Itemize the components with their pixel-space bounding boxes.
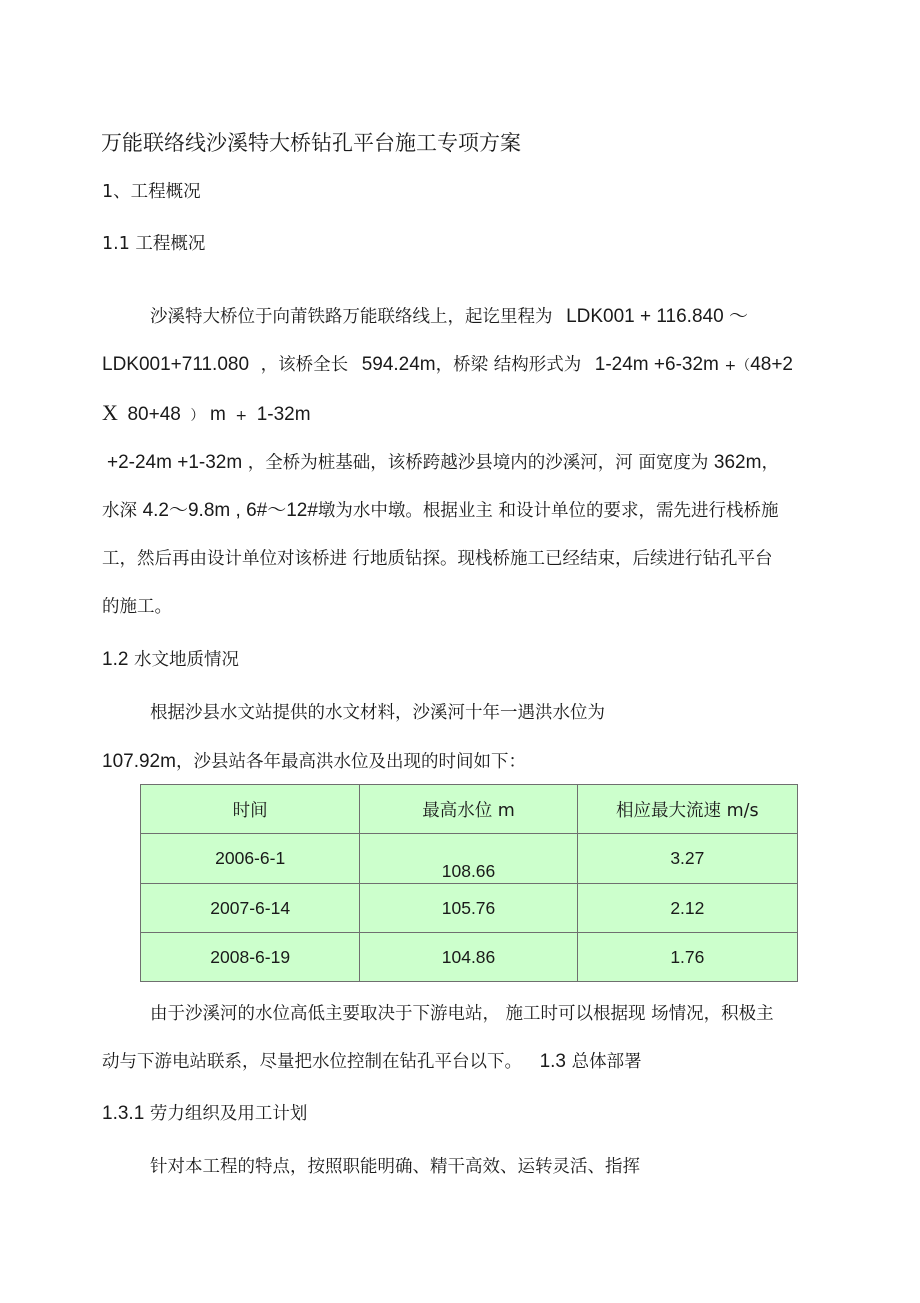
paragraph-text: ，全桥为桩基础，该桥跨越沙县境内的沙溪河，河 面宽度为 (247, 453, 709, 473)
paragraph-text: ） (190, 408, 205, 424)
section-heading-1-3-1 (102, 1102, 307, 1126)
paragraph-line: 的施工。 (102, 597, 172, 617)
table-row (141, 933, 798, 982)
paragraph-line (102, 750, 526, 774)
paragraph-line (102, 353, 793, 378)
mileage-value: LDK001+711.080 (102, 354, 250, 375)
paragraph-text: 墩为水中墩。根据业主 和设计单位的要求，需先进行栈桥施 (317, 501, 779, 521)
table-cell-velocity: 3.27 (577, 834, 797, 884)
paragraph-text: 动与下游电站联系，尽量把水位控制在钻孔平台以下。 (102, 1052, 522, 1072)
span-value: m (210, 404, 226, 425)
mileage-value: LDK001 + 116.840 ～ (566, 306, 748, 327)
table-cell-velocity: 2.12 (577, 884, 797, 933)
section-heading-1-1: 1.1 工程概况 (102, 234, 206, 254)
paragraph-text: ， (761, 453, 779, 473)
paragraph-line (150, 305, 748, 329)
depth-value: 4.2～9.8m , 6#～12# (142, 500, 318, 521)
water-level-table (140, 784, 798, 982)
paragraph-text: 水深 (102, 501, 137, 521)
section-heading-1: 1、工程概况 (102, 182, 201, 202)
section-number: 1.3.1 (102, 1103, 145, 1124)
paragraph-line (107, 451, 779, 475)
paragraph-text: 沙溪特大桥位于向莆铁路万能联络线上，起讫里程为 (150, 307, 553, 327)
table-cell-level: 104.86 (360, 933, 577, 982)
paragraph-text: ，沙县站各年最高洪水位及出现的时间如下： (175, 752, 526, 772)
section-title: 水文地质情况 (134, 650, 239, 670)
paragraph-text: ，桥梁 结构形式为 (435, 355, 582, 375)
table-cell-date: 2006-6-1 (141, 834, 360, 884)
table-cell-date: 2008-6-19 (141, 933, 360, 982)
paragraph-line (102, 401, 311, 428)
length-value: 594.24m (361, 354, 436, 375)
span-value: 48+2 (750, 354, 793, 375)
section-title: 总体部署 (571, 1052, 642, 1072)
paragraph-text: ，该桥全长 (260, 355, 349, 375)
table-row (141, 884, 798, 933)
section-heading-1-2 (102, 648, 239, 672)
table-cell-level: 105.76 (360, 884, 577, 933)
section-title: 劳力组织及用工计划 (149, 1104, 308, 1124)
multiply-sign: X (102, 400, 118, 425)
paragraph-line: 由于沙溪河的水位高低主要取决于下游电站， 施工时可以根据现 场情况，积极主 (150, 1004, 774, 1024)
table-cell-level: 108.66 (360, 834, 577, 884)
document-title: 万能联络线沙溪特大桥钻孔平台施工专项方案 (101, 131, 521, 155)
table-header-cell: 时间 (141, 785, 360, 834)
span-value: 1-24m +6-32m (594, 354, 719, 375)
paragraph-line: 根据沙县水文站提供的水文材料，沙溪河十年一遇洪水位为 (150, 703, 605, 723)
table-row (141, 834, 798, 884)
table-header-cell: 相应最大流速 m/s (577, 785, 797, 834)
paragraph-line (102, 1050, 642, 1074)
flood-level-value: 107.92m (102, 751, 176, 772)
paragraph-text: + (235, 408, 248, 424)
table-cell-velocity: 1.76 (577, 933, 797, 982)
span-value: 80+48 (127, 404, 181, 425)
table-header-row (141, 785, 798, 834)
paragraph-line (102, 499, 778, 523)
span-value: +2-24m +1-32m (107, 452, 243, 473)
span-value: 1-32m (256, 404, 311, 425)
table-cell-date: 2007-6-14 (141, 884, 360, 933)
section-number: 1.2 (102, 649, 129, 670)
table-header-cell: 最高水位 m (360, 785, 577, 834)
section-number: 1.3 (539, 1051, 566, 1072)
paragraph-line: 工，然后再由设计单位对该桥进 行地质钻探。现栈桥施工已经结束，后续进行钻孔平台 (102, 549, 773, 569)
paragraph-line: 针对本工程的特点，按照职能明确、精干高效、运转灵活、指挥 (150, 1157, 640, 1177)
paragraph-text: +（ (724, 358, 751, 374)
width-value: 362m (713, 452, 762, 473)
